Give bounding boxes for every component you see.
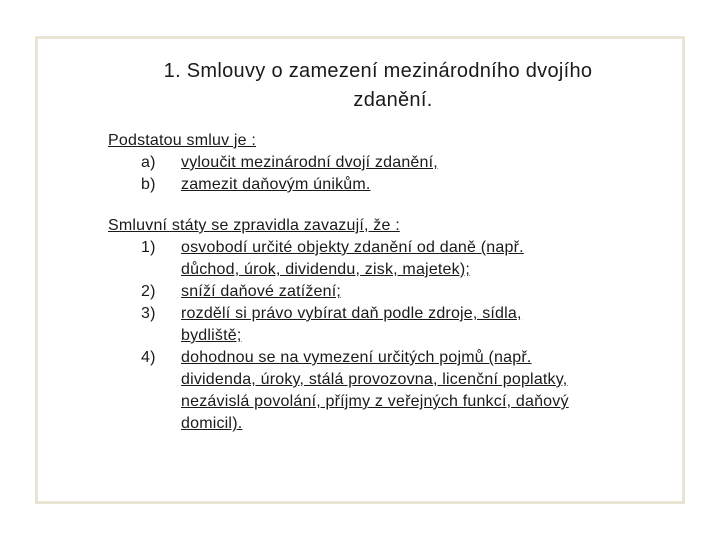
list-item-text [181,237,524,281]
list-item [108,237,688,281]
list-item-line: nezávislá povolání, příjmy z veřejných funkcí, daňový [181,393,569,410]
list-item-line: rozdělí si právo vybírat daň podle zdroje, sídla, [181,305,522,322]
list-marker: 4) [141,349,156,366]
slide-title [38,57,688,115]
list-item-text [181,303,522,347]
list-item-line: vyloučit mezinárodní dvojí zdanění, [181,154,438,171]
list-marker: b) [141,176,156,193]
list-item-line: zamezit daňovým únikům. [181,176,371,193]
slide-frame [35,36,685,504]
list-item-line: důchod, úrok, dividendu, zisk, majetek); [181,261,471,278]
list-item-text [181,174,371,196]
title-line-1: 1. Smlouvy o zamezení mezinárodního dvojího [163,60,593,82]
list-item-line: bydliště; [181,327,242,344]
section-heading-purpose: Podstatou smluv je : [108,132,257,149]
list-marker: 2) [141,283,156,300]
list-marker: 1) [141,239,156,256]
slide-content [108,130,688,435]
list-item [108,303,688,347]
list-item [108,347,688,435]
list-marker: 3) [141,305,156,322]
list-item-text [181,347,569,435]
list-item [108,152,688,174]
list-item-text [181,152,438,174]
list-marker: a) [141,154,156,171]
list-item-line: dohodnou se na vymezení určitých pojmů (např. [181,349,532,366]
list-item-line: sníží daňové zatížení; [181,283,342,300]
list-item-line: osvobodí určité objekty zdanění od daně (např. [181,239,524,256]
section-gap [108,196,688,215]
list-item-line: dividenda, úroky, stálá provozovna, licenční poplatky, [181,371,568,388]
list-item-line: domicil). [181,415,243,432]
list-item [108,281,688,303]
section-heading-commitments: Smluvní státy se zpravidla zavazují, že : [108,217,400,234]
list-item-text [181,281,341,303]
title-line-2: zdanění. [353,89,433,111]
list-item [108,174,688,196]
